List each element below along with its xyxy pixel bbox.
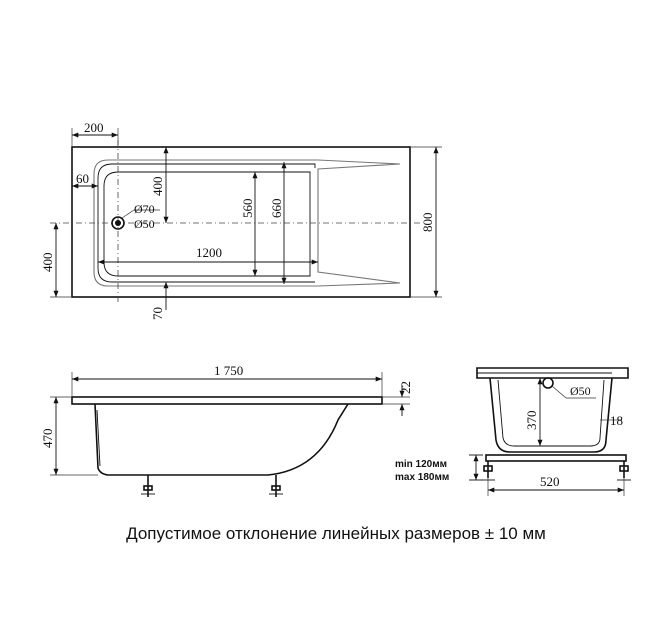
- dim-22-label: 22: [398, 381, 413, 394]
- section-view: [395, 368, 631, 496]
- side-view: [40, 363, 413, 497]
- top-view-rim-outline: [72, 147, 410, 297]
- tolerance-note: Допустимое отклонение линейных размеров ± 10 мм: [126, 524, 546, 543]
- dim-660-label: 660: [269, 198, 284, 218]
- side-view-body: [95, 404, 348, 475]
- dim-520-label: 520: [540, 474, 560, 489]
- side-view-rim: [72, 397, 382, 404]
- section-dim-d50-label: Ø50: [570, 384, 591, 398]
- section-view-drain: [543, 378, 553, 388]
- dim-400-upper-label: 400: [150, 176, 165, 196]
- dim-560-label: 560: [240, 198, 255, 218]
- dim-60-label: 60: [76, 171, 89, 186]
- top-view: [40, 120, 442, 320]
- dim-d70-label: Ø70: [134, 202, 155, 216]
- dim-1750-label: 1 750: [214, 363, 244, 378]
- dim-1200-label: 1200: [196, 245, 222, 260]
- side-view-leg-left: [141, 475, 155, 497]
- side-view-leg-right: [269, 475, 283, 497]
- section-view-body: [490, 378, 612, 452]
- dim-d50-label: Ø50: [134, 217, 155, 231]
- dim-470-label: 470: [40, 428, 55, 448]
- top-view-drain-inner: [115, 220, 121, 226]
- dim-370-label: 370: [524, 410, 539, 430]
- dim-400-left-label: 400: [40, 252, 55, 272]
- dim-200-label: 200: [84, 120, 104, 135]
- dim-18-label: 18: [610, 413, 623, 428]
- legs-max-label: max 180мм: [395, 472, 450, 483]
- legs-min-label: min 120мм: [395, 459, 448, 470]
- dim-70-label: 70: [150, 307, 165, 320]
- dim-800-label: 800: [420, 212, 435, 232]
